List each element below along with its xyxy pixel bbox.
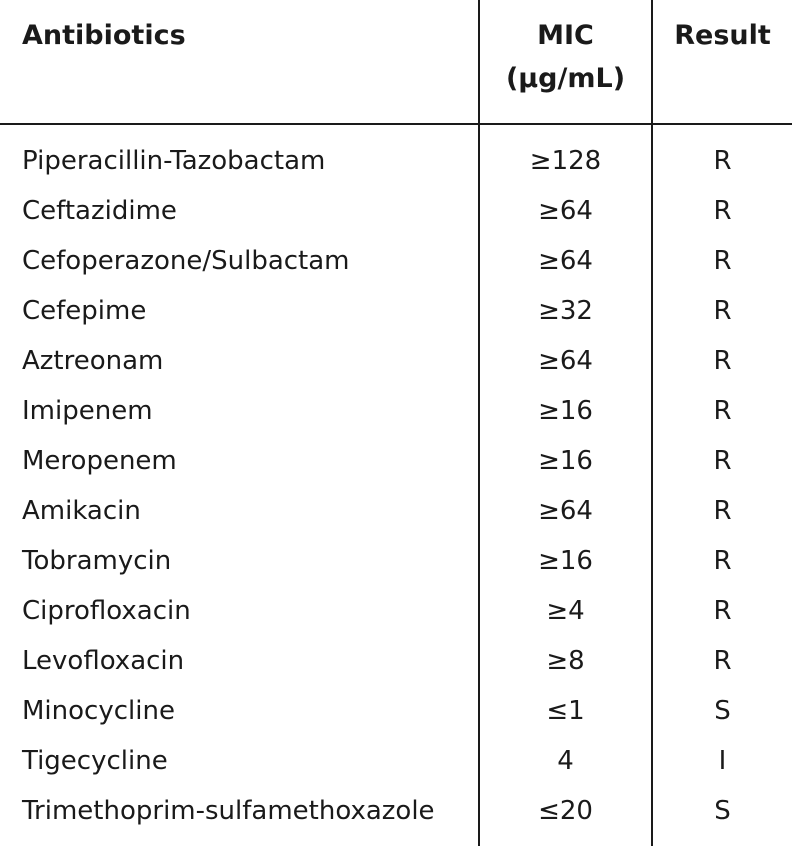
result-value: I [718, 746, 727, 776]
table-row [0, 636, 792, 686]
header-mic-label: MIC [537, 20, 594, 51]
header-mic [480, 14, 651, 100]
antibiotic-name: Piperacillin-Tazobactam [22, 146, 326, 176]
header-divider [0, 123, 792, 125]
table-row [0, 236, 792, 286]
table-row [0, 436, 792, 486]
result-value: R [713, 346, 732, 376]
table-row [0, 786, 792, 836]
antibiotic-name: Cefoperazone/Sulbactam [22, 246, 350, 276]
mic-value: ≥64 [538, 246, 593, 276]
table-row [0, 186, 792, 236]
mic-value: ≥16 [538, 546, 593, 576]
table-row [0, 736, 792, 786]
table-row [0, 336, 792, 386]
result-value: R [713, 446, 732, 476]
mic-value: ≥4 [546, 596, 585, 626]
mic-value: ≥32 [538, 296, 593, 326]
table-row [0, 536, 792, 586]
mic-value: ≥16 [538, 446, 593, 476]
antibiotic-name: Cefepime [22, 296, 147, 326]
result-value: R [713, 196, 732, 226]
table-row [0, 286, 792, 336]
table-row [0, 386, 792, 436]
result-value: S [714, 696, 731, 726]
mic-value: ≥16 [538, 396, 593, 426]
antibiotic-name: Amikacin [22, 496, 141, 526]
result-value: R [713, 496, 732, 526]
mic-value: ≤20 [538, 796, 593, 826]
antibiotic-name: Tobramycin [22, 546, 172, 576]
mic-value: ≥8 [546, 646, 585, 676]
antibiotic-name: Minocycline [22, 696, 175, 726]
antibiotic-name: Ceftazidime [22, 196, 177, 226]
antibiotic-name: Ciprofloxacin [22, 596, 191, 626]
mic-value: 4 [557, 746, 574, 776]
mic-value: ≥64 [538, 496, 593, 526]
result-value: R [713, 546, 732, 576]
mic-value: ≥64 [538, 346, 593, 376]
result-value: R [713, 596, 732, 626]
mic-value: ≤1 [546, 696, 585, 726]
result-value: R [713, 146, 732, 176]
result-value: R [713, 646, 732, 676]
table-row [0, 486, 792, 536]
mic-value: ≥64 [538, 196, 593, 226]
header-antibiotics: Antibiotics [22, 20, 186, 51]
result-value: S [714, 796, 731, 826]
antibiotic-name: Aztreonam [22, 346, 164, 376]
result-value: R [713, 396, 732, 426]
antibiotic-name: Imipenem [22, 396, 153, 426]
antibiotic-name: Meropenem [22, 446, 177, 476]
result-value: R [713, 296, 732, 326]
header-result: Result [674, 20, 771, 51]
table-row [0, 686, 792, 736]
antibiotic-name: Trimethoprim-sulfamethoxazole [22, 796, 435, 826]
table-row [0, 586, 792, 636]
antibiotic-name: Levofloxacin [22, 646, 185, 676]
mic-value: ≥128 [529, 146, 602, 176]
result-value: R [713, 246, 732, 276]
header-mic-unit: (μg/mL) [505, 63, 626, 94]
antibiotic-name: Tigecycline [22, 746, 168, 776]
table-row [0, 136, 792, 186]
